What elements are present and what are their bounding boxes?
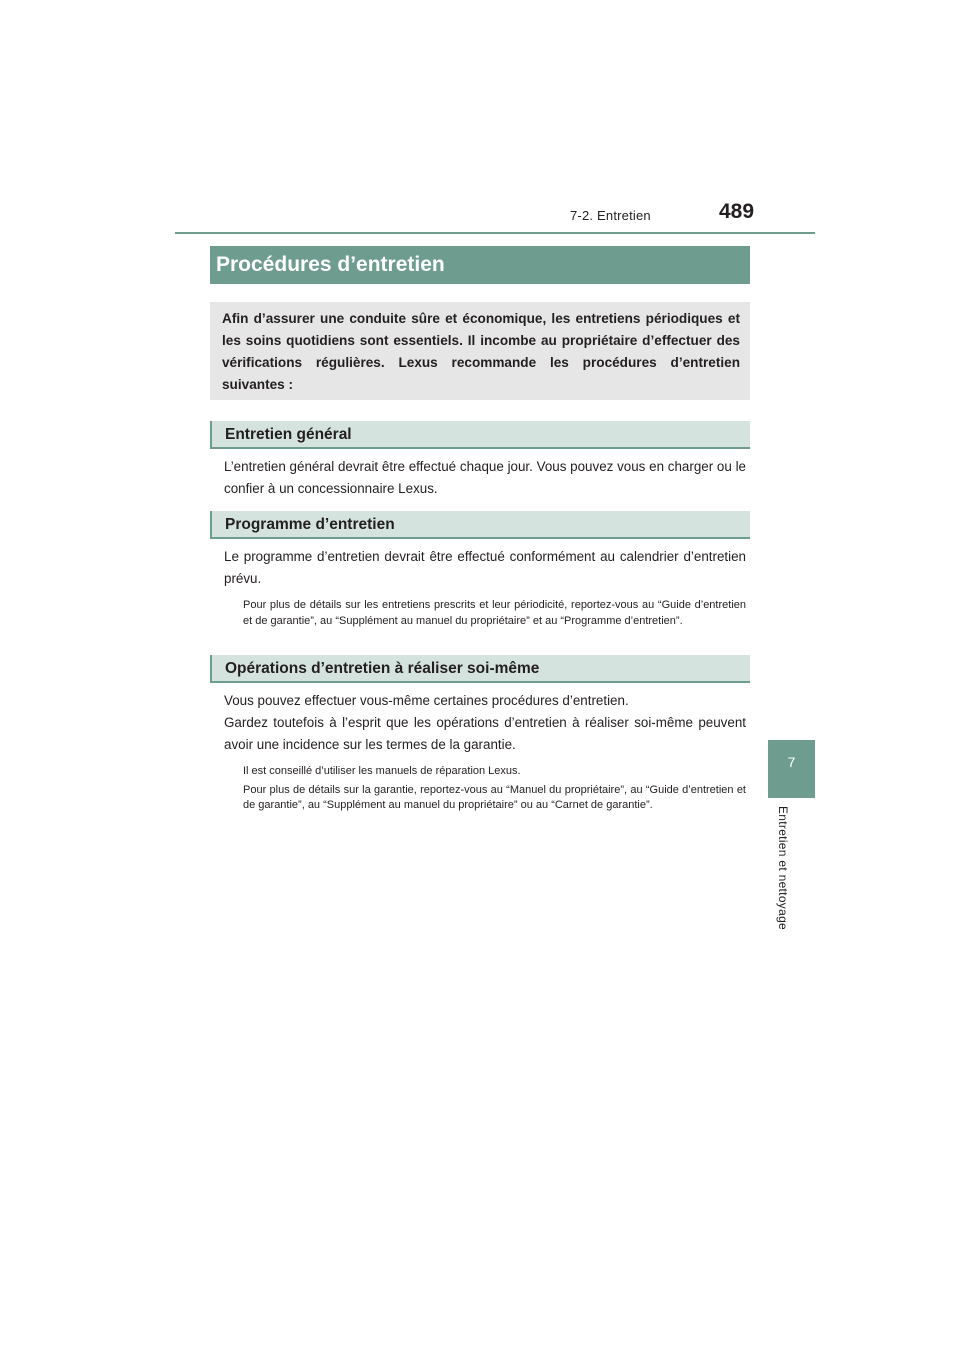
header-divider bbox=[175, 232, 815, 234]
section-heading-diy-maintenance: Opérations d’entretien à réaliser soi-même bbox=[210, 655, 750, 683]
section-body-diy-maintenance bbox=[224, 690, 746, 756]
note-paragraph: Pour plus de détails sur les entretiens prescrits et leur périodicité, reportez-vous au “Guide d’entretien et de garantie”, au “Supplément au manuel du propriétaire” et au “Programme d’entretien”. bbox=[243, 599, 746, 627]
body-paragraph: L’entretien général devrait être effectué chaque jour. Vous pouvez vous en charger ou le confier à un concessionnaire Lexus. bbox=[224, 459, 746, 496]
running-header-section: 7-2. Entretien bbox=[570, 208, 651, 223]
intro-box: Afin d’assurer une conduite sûre et économique, les entretiens périodiques et les soins quotidiens sont essentiels. Il incombe au propriétaire d’effectuer des vérifications régulières. Lexus recommande les procédures d’entretien suivantes : bbox=[210, 302, 750, 400]
section-heading-maintenance-schedule: Programme d’entretien bbox=[210, 511, 750, 539]
page-title: Procédures d’entretien bbox=[210, 246, 750, 284]
section-heading-general-maintenance: Entretien général bbox=[210, 421, 750, 449]
body-paragraph: Le programme d’entretien devrait être effectué conformément au calendrier d’entretien prévu. bbox=[224, 549, 746, 586]
chapter-tab-number: 7 bbox=[787, 754, 796, 770]
body-paragraph: Vous pouvez effectuer vous-même certaines procédures d’entretien. bbox=[224, 693, 629, 708]
page-number: 489 bbox=[719, 200, 755, 223]
section-body-maintenance-schedule bbox=[224, 546, 746, 590]
section-notes-maintenance-schedule bbox=[243, 598, 746, 632]
note-paragraph: Il est conseillé d’utiliser les manuels de réparation Lexus. bbox=[243, 765, 521, 777]
note-paragraph: Pour plus de détails sur la garantie, reportez-vous au “Manuel du propriétaire”, au “Guide d’entretien et de garantie”, au “Supplément au manuel du propriétaire” ou au “Carnet de garantie”. bbox=[243, 783, 746, 811]
body-paragraph: Gardez toutefois à l’esprit que les opérations d’entretien à réaliser soi-même peuvent avoir une incidence sur les termes de la garantie. bbox=[224, 715, 746, 752]
section-notes-diy-maintenance bbox=[243, 764, 746, 817]
section-body-general-maintenance bbox=[224, 456, 746, 500]
chapter-tab-title: Entretien et nettoyage bbox=[776, 806, 790, 931]
